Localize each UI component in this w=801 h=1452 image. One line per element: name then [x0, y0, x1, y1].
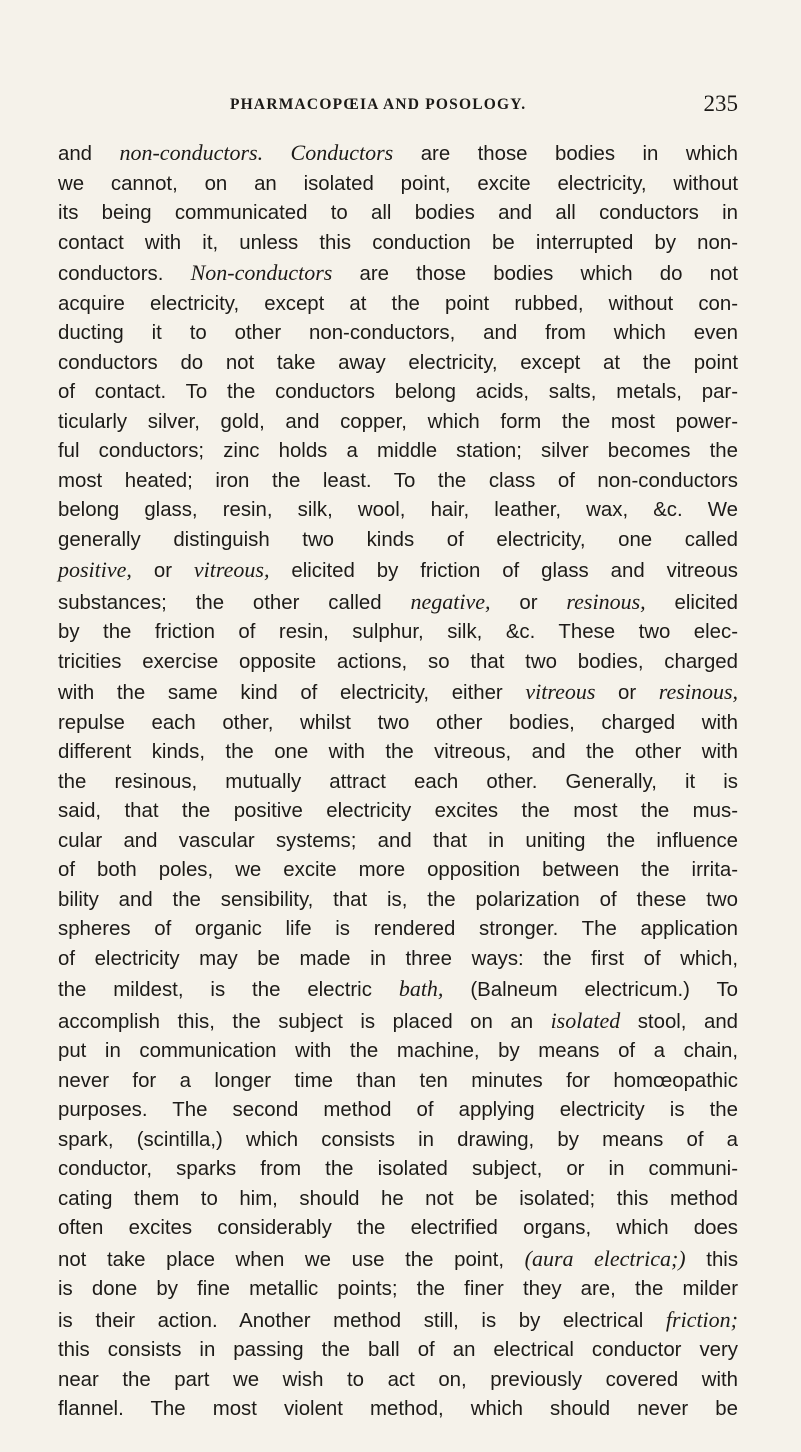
- text-line: [58, 170, 738, 200]
- text-run: ticularly silver, gold, and copper, which form the most power-: [58, 410, 738, 433]
- text-run: are those bodies in which: [393, 143, 738, 165]
- text-run: often excites considerably the electrified organs, which does: [58, 1217, 738, 1239]
- text-run: cular and vascular systems; and that in uniting the influence: [58, 829, 738, 852]
- text-run: conductors.: [58, 263, 191, 285]
- text-run: elicited by friction of glass and vitreous: [269, 560, 738, 582]
- text-run: accomplish this, the subject is placed on an: [58, 1010, 551, 1033]
- text-run: is done by fine metallic points; the finer they are, the milder: [58, 1278, 738, 1300]
- italic-term: non-conductors.: [119, 140, 264, 165]
- text-line: [58, 138, 738, 170]
- text-line: [58, 1096, 738, 1126]
- text-run: contact with it, unless this conduction be interrupted by non-: [58, 231, 738, 254]
- text-run: generally distinguish two kinds of electricity, one called: [58, 528, 738, 551]
- italic-term: isolated: [550, 1007, 621, 1033]
- text-run: and: [58, 143, 120, 165]
- text-run: of both poles, we excite more opposition between the irrita-: [58, 859, 738, 881]
- text-run: [263, 143, 290, 165]
- text-line: [58, 1305, 738, 1337]
- text-run: acquire electricity, except at the point rubbed, without con-: [58, 292, 738, 315]
- italic-term: friction;: [665, 1306, 738, 1332]
- italic-term: bath,: [398, 976, 444, 1001]
- text-run: belong glass, resin, silk, wool, hair, leather, wax, &c. We: [58, 499, 738, 521]
- text-run: this consists in passing the ball of an electrical conductor very: [58, 1339, 738, 1361]
- text-line: [58, 1185, 738, 1215]
- text-run: we cannot, on an isolated point, excite electricity, without: [58, 172, 738, 195]
- text-run: by the friction of resin, sulphur, silk, &c. These two elec-: [58, 621, 738, 643]
- text-line: [58, 1037, 738, 1067]
- text-run: this: [685, 1248, 739, 1271]
- text-run: most heated; iron the least. To the class of non-conductors: [58, 469, 738, 492]
- text-run: purposes. The second method of applying electricity is the: [58, 1099, 738, 1121]
- text-run: repulse each other, whilst two other bodies, charged with: [58, 711, 738, 734]
- text-run: its being communicated to all bodies and all conductors in: [58, 202, 738, 224]
- body-paragraph: [58, 138, 738, 1425]
- text-line: [58, 738, 738, 768]
- text-line: [58, 1006, 738, 1038]
- text-run: said, that the positive electricity excites the most the mus-: [58, 800, 738, 822]
- text-run: not take place when we use the point,: [58, 1248, 525, 1271]
- text-line: [58, 1275, 738, 1305]
- text-run: of electricity may be made in three ways: the first of which,: [58, 947, 738, 970]
- text-line: [58, 827, 738, 857]
- text-run: or: [595, 682, 659, 704]
- text-line: [58, 677, 738, 709]
- text-line: [58, 555, 738, 587]
- text-run: are those bodies which do not: [332, 263, 739, 285]
- text-line: [58, 349, 738, 379]
- text-run: ducting it to other non-conductors, and from which even: [58, 322, 738, 344]
- text-line: [58, 290, 738, 320]
- running-head: [58, 91, 738, 120]
- page-number: 235: [703, 91, 738, 116]
- text-line: [58, 526, 738, 556]
- text-line: [58, 974, 738, 1006]
- text-line: [58, 1214, 738, 1244]
- text-line: [58, 496, 738, 526]
- text-line: [58, 648, 738, 678]
- text-run: elicited: [645, 591, 738, 614]
- text-line: [58, 709, 738, 739]
- text-run: substances; the other called: [58, 591, 411, 614]
- text-line: [58, 1067, 738, 1097]
- italic-term: negative,: [410, 588, 491, 614]
- text-line: [58, 378, 738, 408]
- text-run: cating them to him, should he not be isolated; this method: [58, 1187, 738, 1210]
- text-run: tricities exercise opposite actions, so that two bodies, charged: [58, 650, 738, 673]
- text-run: with the same kind of electricity, either: [58, 682, 526, 704]
- text-run: near the part we wish to act on, previously covered with: [58, 1368, 738, 1391]
- text-run: the resinous, mutually attract each other. Generally, it is: [58, 770, 738, 793]
- text-line: [58, 319, 738, 349]
- text-run: put in communication with the machine, by means of a chain,: [58, 1040, 738, 1062]
- italic-term: positive,: [58, 557, 132, 582]
- italic-term: vitreous: [525, 679, 596, 704]
- text-run: spheres of organic life is rendered stronger. The application: [58, 918, 738, 940]
- italic-term: (aura electrica;): [524, 1245, 686, 1271]
- running-head-title: PHARMACOPŒIA AND POSOLOGY.: [230, 96, 527, 113]
- text-line: [58, 945, 738, 975]
- text-line: [58, 856, 738, 886]
- text-line: [58, 1366, 738, 1396]
- italic-term: Conductors: [290, 140, 394, 165]
- text-run: the mildest, is the electric: [58, 979, 399, 1001]
- italic-term: Non-conductors: [190, 260, 333, 285]
- text-line: [58, 229, 738, 259]
- text-run: different kinds, the one with the vitreous, and the other with: [58, 741, 738, 763]
- text-run: spark, (scintilla,) which consists in drawing, by means of a: [58, 1128, 738, 1151]
- text-line: [58, 1155, 738, 1185]
- text-run: never for a longer time than ten minutes for homœopathic: [58, 1069, 738, 1092]
- text-run: is their action. Another method still, is by electrical: [58, 1309, 666, 1332]
- text-run: or: [131, 560, 194, 582]
- text-run: conductors do not take away electricity, except at the point: [58, 351, 738, 374]
- text-line: [58, 199, 738, 229]
- text-line: [58, 408, 738, 438]
- text-line: [58, 797, 738, 827]
- text-line: [58, 768, 738, 798]
- text-line: [58, 437, 738, 467]
- text-line: [58, 587, 738, 619]
- text-line: [58, 1336, 738, 1366]
- text-line: [58, 258, 738, 290]
- italic-term: resinous,: [566, 588, 646, 614]
- text-run: (Balneum electricum.) To: [443, 979, 738, 1001]
- text-line: [58, 1395, 738, 1425]
- text-line: [58, 1244, 738, 1276]
- text-run: bility and the sensibility, that is, the polarization of these two: [58, 888, 738, 911]
- text-run: stool, and: [620, 1010, 739, 1033]
- text-run: conductor, sparks from the isolated subject, or in communi-: [58, 1158, 738, 1180]
- text-line: [58, 467, 738, 497]
- text-line: [58, 915, 738, 945]
- text-line: [58, 886, 738, 916]
- text-run: or: [490, 591, 567, 614]
- text-run: ful conductors; zinc holds a middle station; silver becomes the: [58, 440, 738, 462]
- text-line: [58, 1126, 738, 1156]
- italic-term: resinous,: [658, 679, 739, 704]
- text-run: of contact. To the conductors belong acids, salts, metals, par-: [58, 381, 738, 403]
- text-line: [58, 618, 738, 648]
- italic-term: vitreous,: [193, 557, 270, 582]
- text-run: flannel. The most violent method, which should never be: [58, 1398, 738, 1420]
